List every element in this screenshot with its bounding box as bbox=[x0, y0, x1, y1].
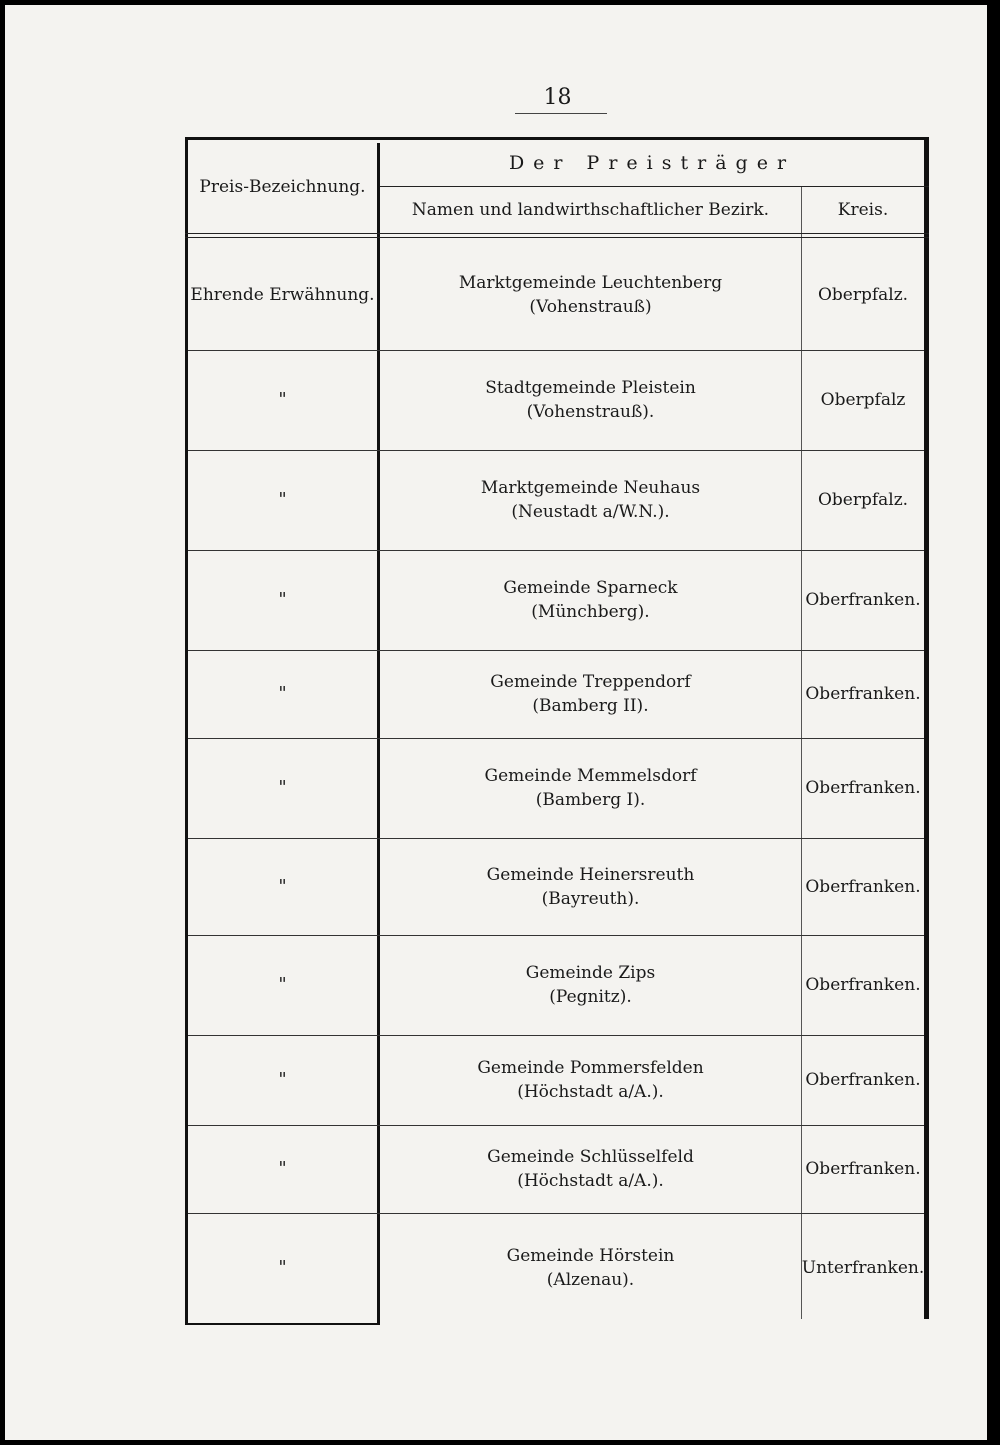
row-kreis bbox=[802, 738, 924, 838]
row-preis-bezeichnung-text: " bbox=[278, 777, 287, 798]
row-gemeinde-name: Gemeinde Zips bbox=[525, 963, 656, 983]
row-preis-bezeichnung bbox=[188, 838, 377, 935]
row-bezirk: (Höchstadt a/A.). bbox=[517, 1082, 664, 1102]
row-kreis-text: Unterfranken. bbox=[801, 1258, 925, 1278]
row-bezirk: (Neustadt a/W.N.). bbox=[511, 502, 670, 522]
row-name-bezirk bbox=[380, 1125, 801, 1213]
row-kreis-text: Oberfranken. bbox=[805, 1070, 921, 1090]
row-name-bezirk bbox=[380, 240, 801, 350]
row-preis-bezeichnung-text: " bbox=[278, 589, 287, 610]
row-preis-bezeichnung bbox=[188, 1213, 377, 1323]
row-bezirk: (Bamberg I). bbox=[535, 790, 646, 810]
row-preis-bezeichnung bbox=[188, 650, 377, 738]
row-kreis bbox=[802, 240, 924, 350]
row-preis-bezeichnung-text: Ehrende Erwähnung. bbox=[190, 285, 375, 305]
header-namen-bezirk bbox=[380, 187, 801, 233]
header-preistraeger bbox=[380, 140, 924, 186]
header-preis-bezeichnung-label: Preis-Bezeichnung. bbox=[199, 176, 366, 197]
header-kreis bbox=[802, 187, 924, 233]
row-preis-bezeichnung-text: " bbox=[278, 974, 287, 995]
row-gemeinde-name: Stadtgemeinde Pleistein bbox=[485, 378, 696, 398]
row-preis-bezeichnung-text: " bbox=[278, 875, 287, 897]
row-kreis-text: Oberfranken. bbox=[805, 590, 921, 610]
row-name-bezirk bbox=[380, 738, 801, 838]
row-bezirk: (Alzenau). bbox=[546, 1270, 635, 1290]
row-name-bezirk bbox=[380, 838, 801, 935]
row-preis-bezeichnung-text: " bbox=[278, 389, 287, 410]
row-name-bezirk bbox=[380, 650, 801, 738]
header-preistraeger-label: Der Preisträger bbox=[508, 152, 796, 174]
row-kreis-text: Oberpfalz bbox=[820, 390, 906, 410]
row-gemeinde-name: Gemeinde Pommersfelden bbox=[477, 1058, 704, 1078]
header-bottom-rule-1 bbox=[185, 233, 929, 234]
row-gemeinde-name: Gemeinde Heinersreuth bbox=[486, 864, 695, 885]
row-preis-bezeichnung-text: " bbox=[278, 1069, 287, 1090]
row-kreis-text: Oberpfalz. bbox=[817, 285, 909, 305]
row-preis-bezeichnung bbox=[188, 1125, 377, 1213]
row-gemeinde-name: Gemeinde Treppendorf bbox=[490, 672, 691, 692]
row-kreis-text: Oberfranken. bbox=[805, 876, 921, 897]
row-kreis bbox=[802, 650, 924, 738]
row-preis-bezeichnung bbox=[188, 550, 377, 650]
row-preis-bezeichnung bbox=[188, 738, 377, 838]
row-kreis-text: Oberfranken. bbox=[805, 1159, 921, 1179]
facing-page-bleed-through bbox=[923, 135, 987, 495]
row-kreis bbox=[802, 838, 924, 935]
row-name-bezirk bbox=[380, 550, 801, 650]
table-bottom-rule bbox=[185, 1323, 380, 1325]
row-preis-bezeichnung bbox=[188, 1035, 377, 1125]
row-preis-bezeichnung-text: " bbox=[278, 1257, 287, 1278]
row-gemeinde-name: Gemeinde Memmelsdorf bbox=[484, 766, 697, 786]
row-bezirk: (Höchstadt a/A.). bbox=[517, 1171, 664, 1191]
row-gemeinde-name: Gemeinde Sparneck bbox=[503, 578, 678, 598]
row-name-bezirk bbox=[380, 1213, 801, 1323]
row-name-bezirk bbox=[380, 350, 801, 450]
row-preis-bezeichnung-text: " bbox=[278, 1158, 287, 1179]
row-kreis bbox=[802, 450, 924, 550]
row-bezirk: (Bamberg II). bbox=[532, 696, 649, 716]
row-kreis bbox=[802, 1035, 924, 1125]
row-kreis bbox=[802, 1213, 924, 1323]
row-name-bezirk bbox=[380, 935, 801, 1035]
row-kreis-text: Oberfranken. bbox=[805, 778, 921, 798]
row-bezirk: (Münchberg). bbox=[531, 602, 650, 622]
row-preis-bezeichnung bbox=[188, 350, 377, 450]
row-gemeinde-name: Gemeinde Schlüsselfeld bbox=[487, 1147, 694, 1167]
row-bezirk: (Vohenstrauß). bbox=[526, 402, 655, 422]
row-kreis-text: Oberfranken. bbox=[805, 975, 921, 995]
row-name-bezirk bbox=[380, 450, 801, 550]
row-kreis-text: Oberfranken. bbox=[805, 684, 921, 704]
row-bezirk: (Vohenstrauß) bbox=[529, 297, 652, 317]
row-kreis bbox=[802, 550, 924, 650]
row-gemeinde-name: Marktgemeinde Leuchtenberg bbox=[458, 273, 723, 293]
row-kreis bbox=[802, 935, 924, 1035]
row-preis-bezeichnung bbox=[188, 240, 377, 350]
row-name-bezirk bbox=[380, 1035, 801, 1125]
row-bezirk: (Bayreuth). bbox=[541, 888, 640, 909]
row-kreis bbox=[802, 350, 924, 450]
row-bezirk: (Pegnitz). bbox=[549, 987, 632, 1007]
header-namen-bezirk-label: Namen und landwirthschaftlicher Bezirk. bbox=[411, 200, 770, 220]
row-preis-bezeichnung bbox=[188, 450, 377, 550]
header-kreis-label: Kreis. bbox=[837, 200, 889, 220]
row-preis-bezeichnung-text: " bbox=[278, 489, 287, 510]
row-gemeinde-name: Marktgemeinde Neuhaus bbox=[480, 478, 701, 498]
header-bottom-rule-2 bbox=[185, 237, 929, 238]
row-preis-bezeichnung bbox=[188, 935, 377, 1035]
row-kreis-text: Oberpfalz. bbox=[817, 490, 909, 510]
row-kreis bbox=[802, 1125, 924, 1213]
page-number-rule bbox=[515, 113, 607, 114]
row-preis-bezeichnung-text: " bbox=[278, 683, 287, 704]
table-right-border bbox=[924, 137, 929, 1319]
header-preis-bezeichnung bbox=[188, 140, 377, 233]
document-page bbox=[5, 5, 987, 1440]
row-gemeinde-name: Gemeinde Hörstein bbox=[506, 1246, 675, 1266]
page-number: 18 bbox=[543, 85, 572, 110]
